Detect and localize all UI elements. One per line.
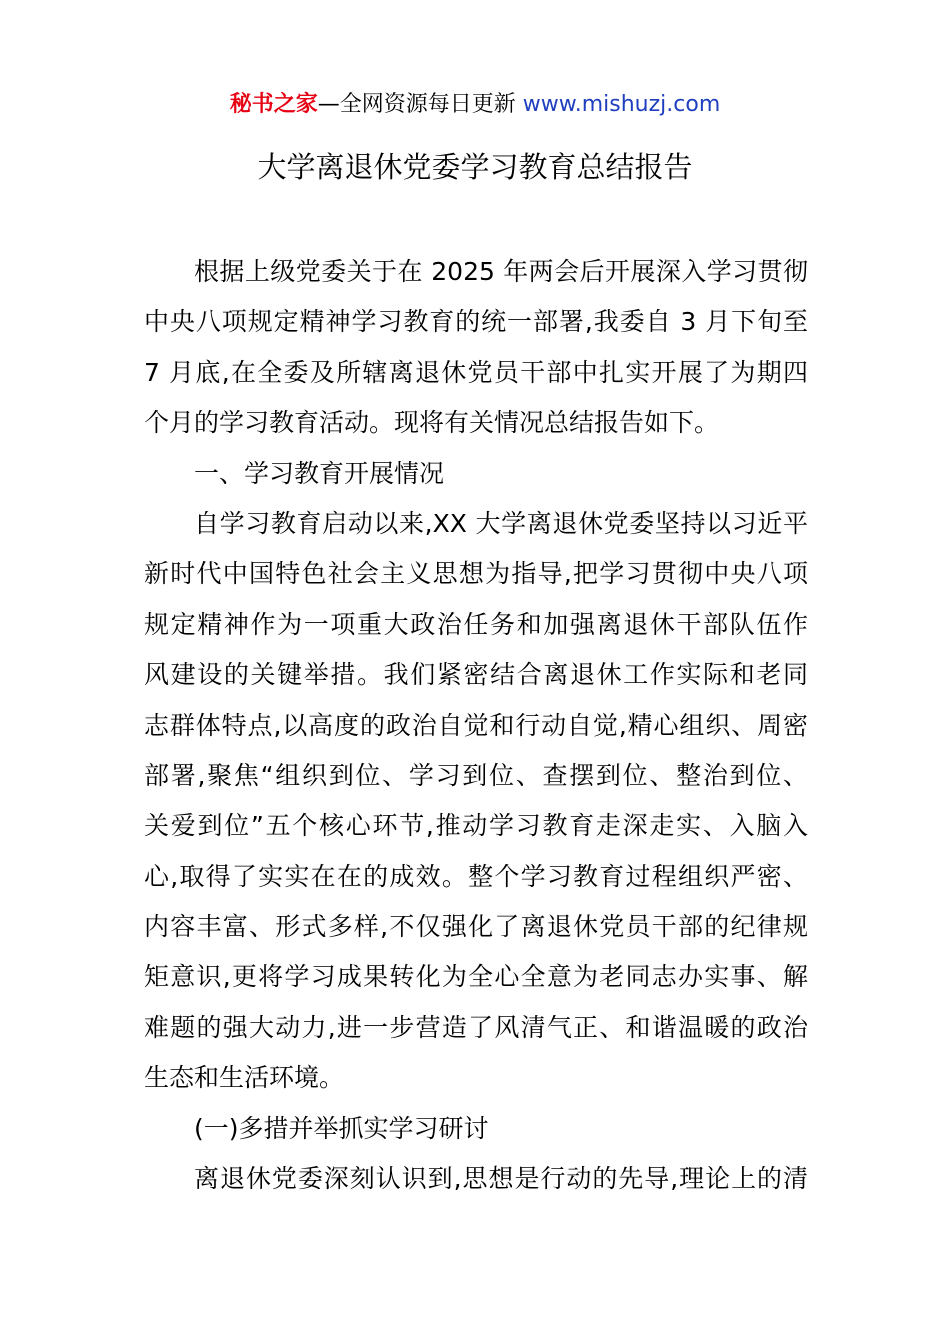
paragraph-study-line-1: 离退休党委深刻认识到,思想是行动的先导,理论上的清 <box>194 1164 808 1194</box>
paragraph-overview-line-7: 关爱到位”五个核心环节,推动学习教育走深走实、入脑入 <box>144 811 808 841</box>
document-body <box>144 247 808 1204</box>
site-url-link[interactable]: www.mishuzj.com <box>522 92 721 117</box>
paragraph-overview-line-8: 心,取得了实实在在的成效。整个学习教育过程组织严密、 <box>144 861 808 891</box>
subsection-heading-1: (一)多措并举抓实学习研讨 <box>194 1113 489 1143</box>
paragraph-intro-line-2: 中央八项规定精神学习教育的统一部署,我委自 3 月下旬至 <box>144 307 808 337</box>
paragraph-overview-line-9: 内容丰富、形式多样,不仅强化了离退休党员干部的纪律规 <box>144 912 808 942</box>
paragraph-overview-line-10: 矩意识,更将学习成果转化为全心全意为老同志办实事、解 <box>144 962 808 992</box>
paragraph-overview-line-4: 风建设的关键举措。我们紧密结合离退休工作实际和老同 <box>144 660 808 690</box>
paragraph-overview-line-2: 新时代中国特色社会主义思想为指导,把学习贯彻中央八项 <box>144 559 808 589</box>
paragraph-overview-line-5: 志群体特点,以高度的政治自觉和行动自觉,精心组织、周密 <box>144 710 808 740</box>
section-heading-1: 一、学习教育开展情况 <box>194 458 445 488</box>
paragraph-overview-line-12: 生态和生活环境。 <box>144 1063 345 1093</box>
paragraph-intro-line-3: 7 月底,在全委及所辖离退休党员干部中扎实开展了为期四 <box>144 357 808 387</box>
paragraph-overview-line-6: 部署,聚焦“组织到位、学习到位、查摆到位、整治到位、 <box>144 760 808 790</box>
paragraph-overview-line-11: 难题的强大动力,进一步营造了风清气正、和谐温暖的政治 <box>144 1012 808 1042</box>
paragraph-intro-line-1: 根据上级党委关于在 2025 年两会后开展深入学习贯彻 <box>194 257 808 286</box>
paragraph-overview-line-3: 规定精神作为一项重大政治任务和加强离退休干部队伍作 <box>144 609 808 639</box>
site-brand: 秘书之家 <box>229 92 318 117</box>
document-title: 大学离退休党委学习教育总结报告 <box>257 150 693 184</box>
site-tagline: —全网资源每日更新 <box>317 92 523 117</box>
paragraph-overview-line-1: 自学习教育启动以来,XX 大学离退休党委坚持以习近平 <box>194 508 808 538</box>
site-header <box>0 88 950 122</box>
paragraph-intro-line-4: 个月的学习教育活动。现将有关情况总结报告如下。 <box>144 408 720 438</box>
